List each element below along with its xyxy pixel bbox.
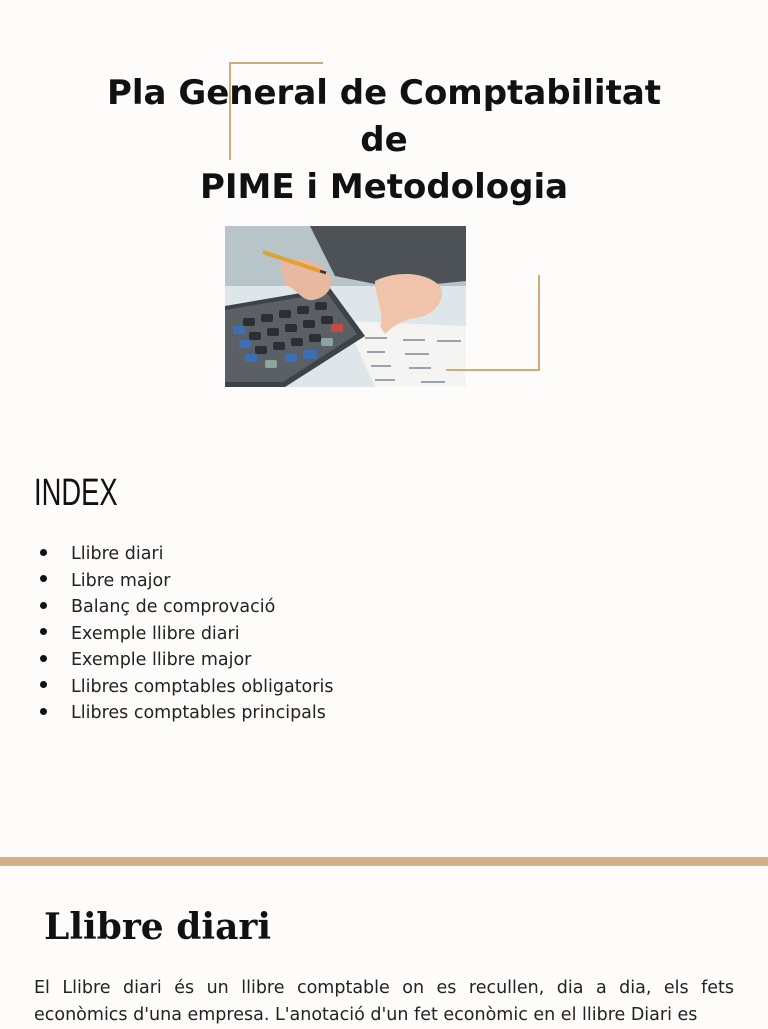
list-item — [40, 594, 333, 621]
list-item-label: Balanç de comprovació — [71, 597, 276, 617]
title-line-1: Pla General de Comptabilitat — [106, 73, 662, 113]
list-item-label: Exemple llibre diari — [71, 623, 240, 644]
section-divider — [0, 857, 768, 866]
list-item — [40, 568, 333, 595]
list-item — [40, 541, 333, 568]
index-list — [40, 541, 333, 727]
list-item-label: Exemple llibre major — [71, 650, 252, 670]
bullet-icon — [40, 602, 47, 609]
bullet-icon — [40, 628, 47, 635]
list-item — [40, 621, 333, 648]
bullet-icon — [40, 575, 47, 582]
bullet-icon — [40, 681, 47, 688]
list-item — [40, 674, 333, 701]
calculator-photo — [225, 226, 466, 387]
list-item — [40, 647, 333, 674]
bullet-icon — [40, 549, 47, 556]
title-line-3: PIME i Metodologia — [199, 167, 569, 207]
bullet-icon — [40, 708, 47, 715]
list-item-label: Libre major — [71, 570, 171, 591]
list-item-label: Llibres comptables principals — [71, 703, 326, 723]
list-item — [40, 700, 333, 727]
decorative-frame-bottom-right — [446, 275, 540, 371]
list-item-label: Llibres comptables obligatoris — [71, 676, 334, 697]
section-body: El Llibre diari és un llibre comptable on es recullen, dia a dia, els fets econòmics d'una empresa. L'anotació d'un fet econòmic en el llibre Diari es — [34, 978, 734, 1025]
title-line-2: de — [360, 120, 408, 160]
bullet-icon — [40, 655, 47, 662]
section-heading: Llibre diari — [44, 906, 272, 948]
index-heading: INDEX — [34, 472, 118, 514]
page-title — [0, 70, 768, 211]
list-item-label: Llibre diari — [71, 544, 164, 564]
